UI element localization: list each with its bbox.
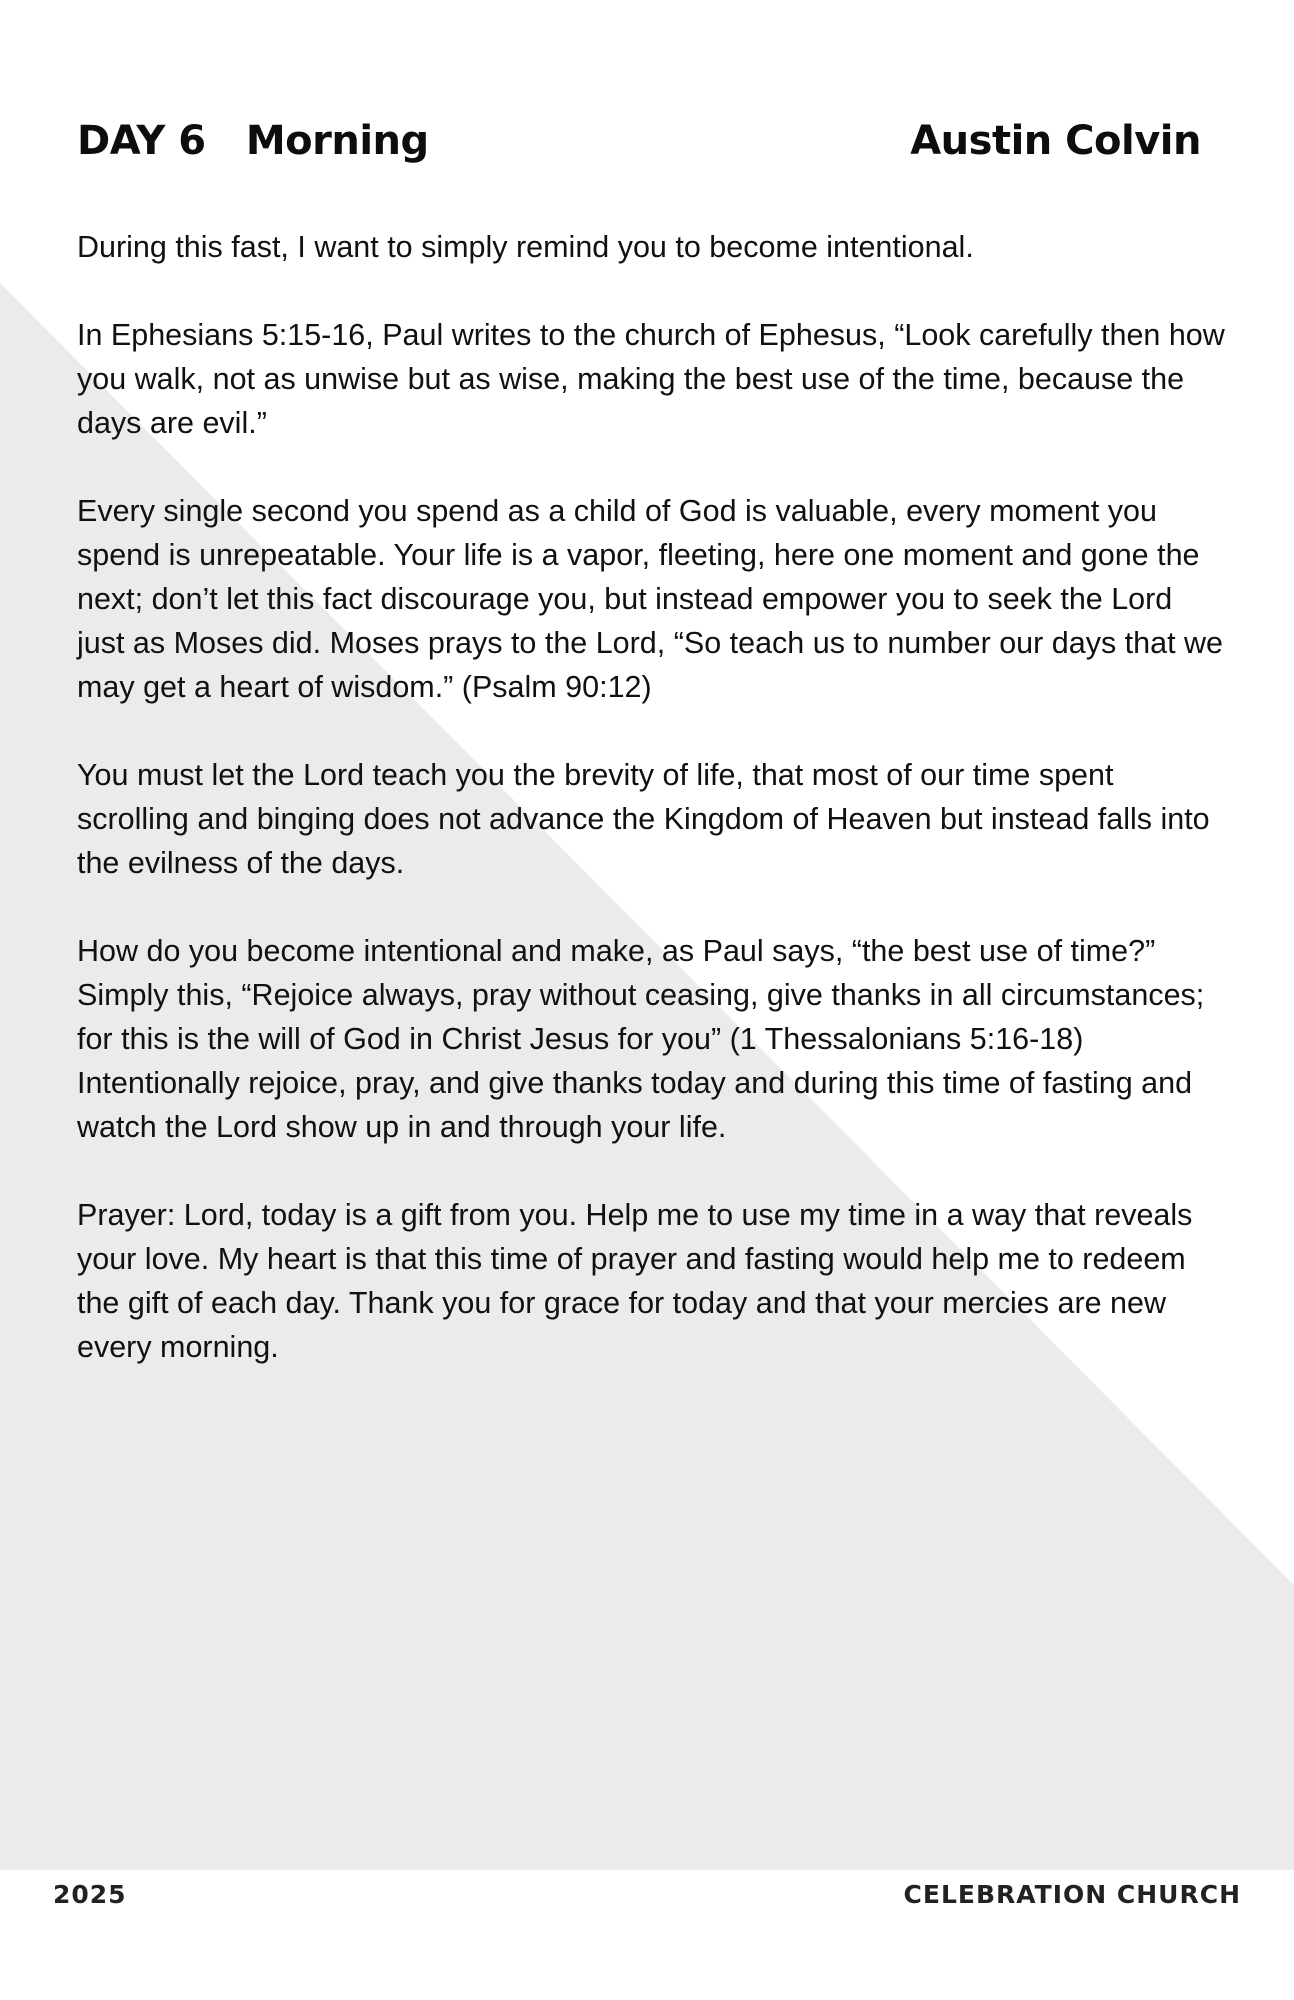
page-header: [77, 118, 1201, 178]
paragraph-prayer: Prayer: Lord, today is a gift from you. Help me to use my time in a way that reveals your love. My heart is that this time of prayer and fasting would help me to redeem the gift of each day. Thank you for grace for today and that your mercies are new every morning.: [77, 1198, 1193, 1364]
page-footer: [0, 1870, 1294, 2000]
footer-year: 2025: [53, 1880, 127, 1909]
author-name: Austin Colvin: [910, 118, 1201, 164]
footer-church-name: CELEBRATION CHURCH: [903, 1880, 1241, 1909]
devotional-body: [77, 225, 1227, 1413]
paragraph-ephesians: In Ephesians 5:15-16, Paul writes to the church of Ephesus, “Look carefully then how you walk, not as unwise but as wise, making the best use of the time, because the days are evil.”: [77, 318, 1225, 440]
paragraph-intro: During this fast, I want to simply remind you to become intentional.: [77, 230, 974, 264]
day-title: DAY 6 Morning: [77, 118, 429, 164]
paragraph-how-intentional: How do you become intentional and make, as Paul says, “the best use of time?” Simply this, “Rejoice always, pray without ceasing, give thanks in all circumstances; for this is the will of God in Christ Jesus for you” (1 Thessalonians 5:16-18): [77, 934, 1205, 1056]
paragraph-brevity: You must let the Lord teach you the brevity of life, that most of our time spent scrolling and binging does not advance the Kingdom of Heaven but instead falls into the evilness of the days.: [77, 758, 1210, 880]
paragraph-intentionally-rejoice: Intentionally rejoice, pray, and give thanks today and during this time of fasting and watch the Lord show up in and through your life.: [77, 1066, 1193, 1144]
paragraph-every-second: Every single second you spend as a child of God is valuable, every moment you spend is unrepeatable. Your life is a vapor, fleeting, here one moment and gone the next; don’t let this fact discourage you, but instead empower you to seek the Lord just as Moses did. Moses prays to the Lord, “So teach us to number our days that we may get a heart of wisdom.” (Psalm 90:12): [77, 494, 1224, 704]
